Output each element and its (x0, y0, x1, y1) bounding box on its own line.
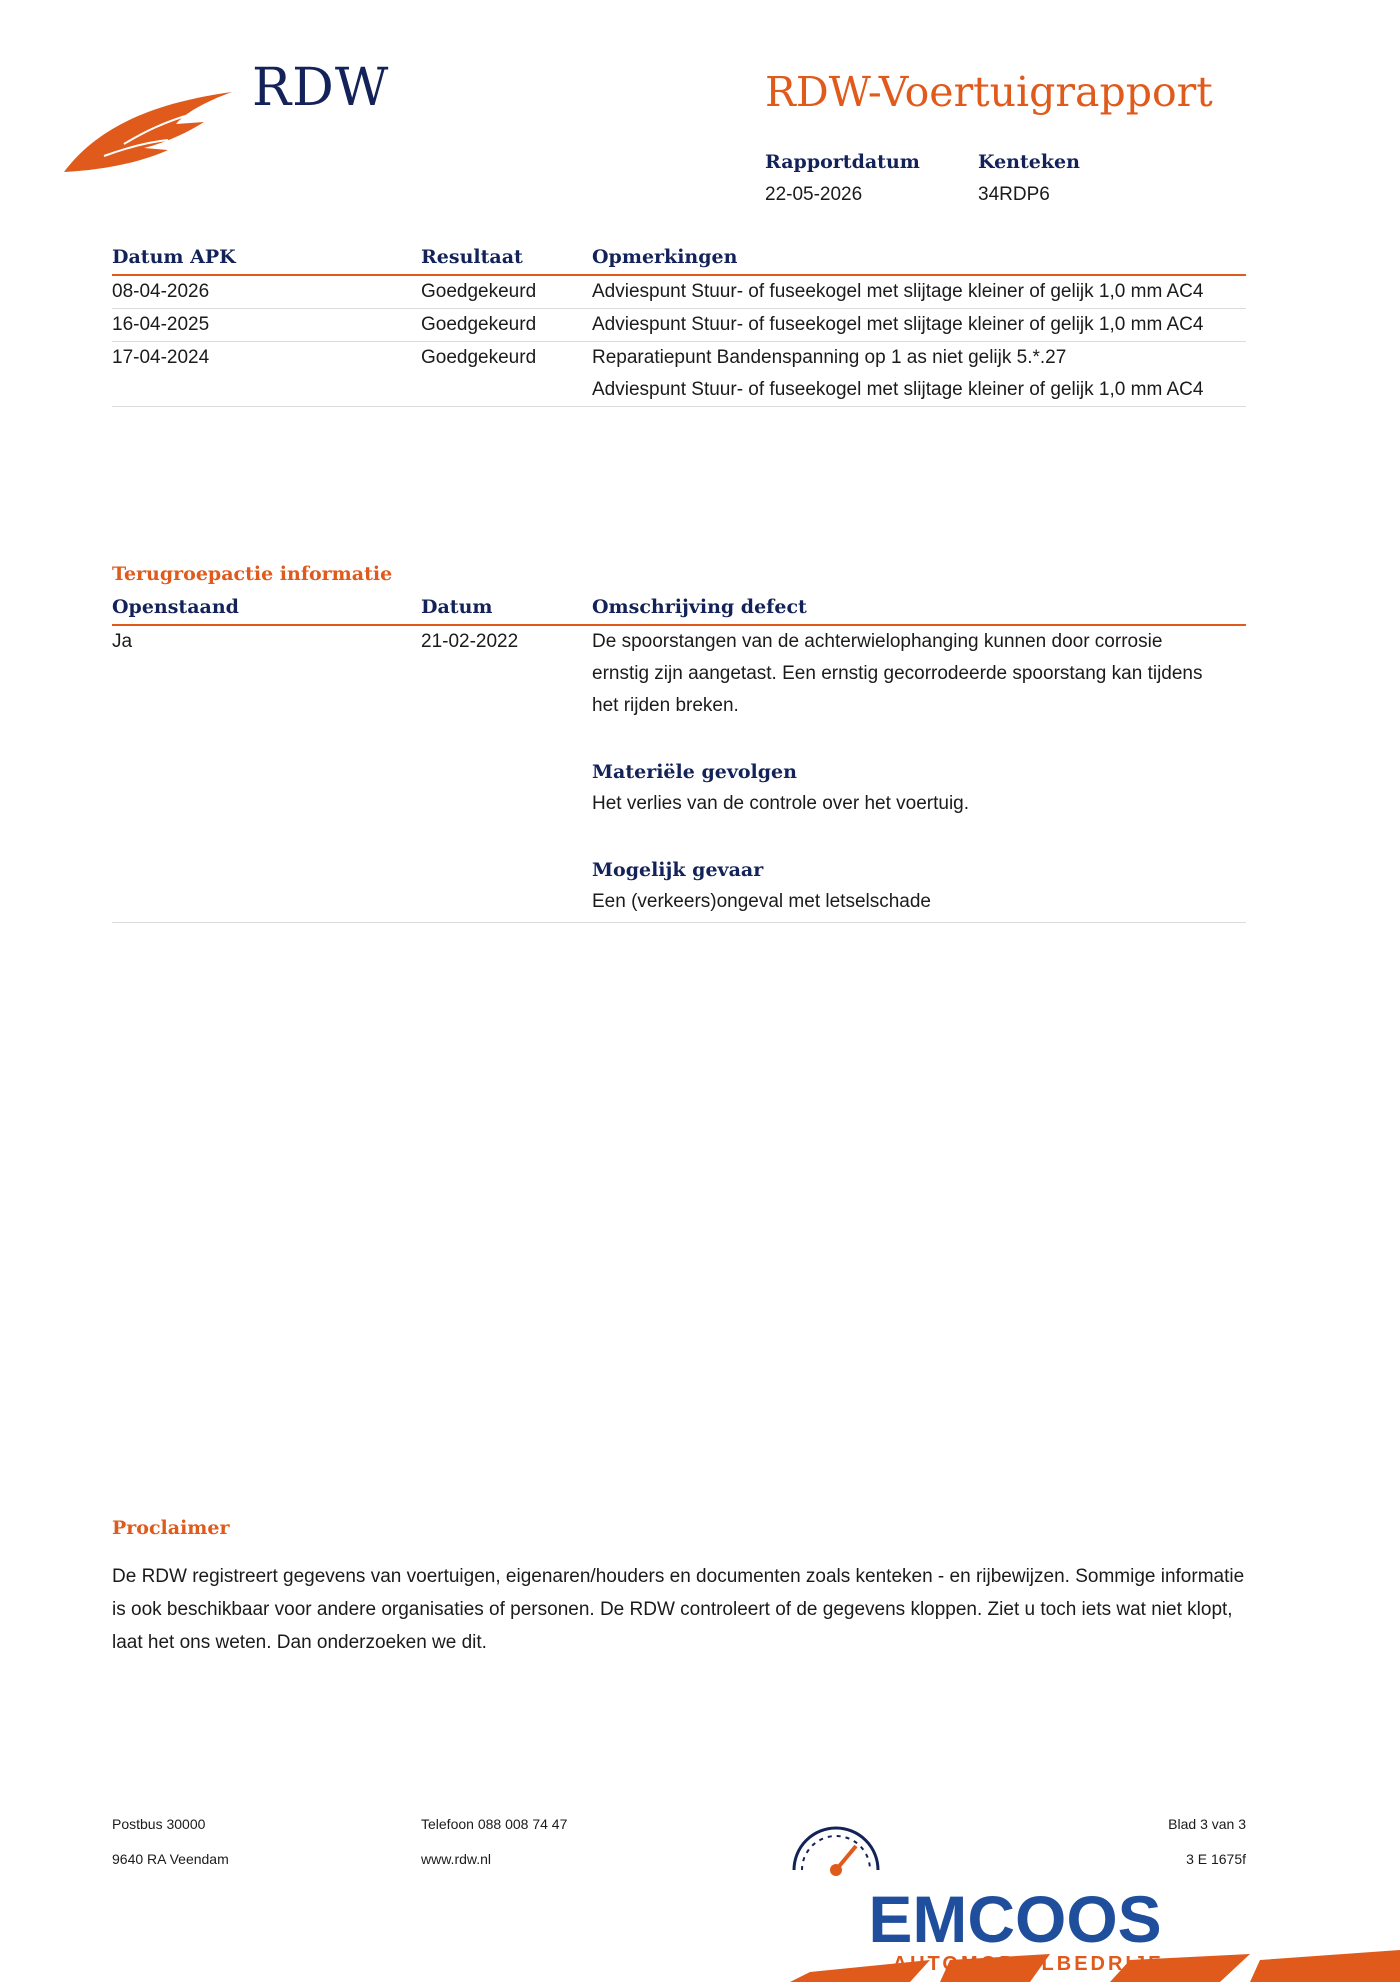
apk-date: 17-04-2024 (112, 347, 210, 368)
apk-table-header (112, 246, 1246, 276)
footer-city: 9640 RA Veendam (112, 1851, 229, 1867)
apk-header-result: Resultaat (421, 246, 523, 268)
recall-heading: Terugroepactie informatie (112, 563, 393, 585)
danger-label: Mogelijk gevaar (592, 859, 764, 881)
recall-table-header (112, 596, 1246, 626)
apk-table (112, 246, 1246, 407)
recall-table (112, 596, 1246, 923)
consequences-text: Het verlies van de controle over het voertuig. (592, 793, 970, 814)
rdw-logo-text: RDW (252, 58, 390, 118)
speedometer-icon (794, 1828, 878, 1876)
footer-page: Blad 3 van 3 (1168, 1816, 1246, 1832)
proclaimer-heading: Proclaimer (112, 1517, 230, 1539)
recall-header-open: Openstaand (112, 596, 239, 618)
plate-label: Kenteken (978, 151, 1080, 173)
apk-remarks: Adviespunt Stuur- of fuseekogel met slijtage kleiner of gelijk 1,0 mm AC4 (592, 379, 1204, 400)
apk-result: Goedgekeurd (421, 347, 537, 368)
apk-date: 08-04-2026 (112, 281, 210, 302)
apk-header-remarks: Opmerkingen (592, 246, 738, 268)
footer-postbus: Postbus 30000 (112, 1816, 206, 1832)
plate-number: 34RDP6 (978, 184, 1050, 205)
rdw-logo-mark (64, 92, 232, 176)
apk-remarks: Adviespunt Stuur- of fuseekogel met slijtage kleiner of gelijk 1,0 mm AC4 (592, 314, 1204, 335)
table-row (112, 276, 1246, 309)
recall-header-date: Datum (421, 596, 493, 618)
proclaimer-text: De RDW registreert gegevens van voertuigen, eigenaren/houders en documenten zoals kenteken - en rijbewijzen. Sommige informatie is ook beschikbaar voor andere organisaties of personen. De RDW controleert of de gegevens kloppen. Ziet u toch iets wat niet klopt, laat het ons weten. Dan onderzoeken we dit. (112, 1566, 1245, 1653)
emcoos-watermark-logo (790, 1810, 1400, 1982)
recall-open: Ja (112, 631, 133, 652)
danger-text: Een (verkeers)ongeval met letselschade (592, 891, 932, 912)
apk-date: 16-04-2025 (112, 314, 210, 335)
emcoos-name: EMCOOS (868, 1882, 1162, 1956)
consequences-label: Materiële gevolgen (592, 761, 797, 783)
recall-description: De spoorstangen van de achterwielophanging kunnen door corrosie ernstig zijn aangetast. Een ernstig gecorrodeerde spoorstang kan tijdens het rijden breken. (592, 631, 1203, 716)
apk-remarks: Adviespunt Stuur- of fuseekogel met slijtage kleiner of gelijk 1,0 mm AC4 (592, 281, 1204, 302)
footer-code: 3 E 1675f (1186, 1851, 1246, 1867)
recall-date: 21-02-2022 (421, 631, 519, 652)
footer-phone: Telefoon 088 008 74 47 (421, 1816, 568, 1832)
apk-result: Goedgekeurd (421, 281, 537, 302)
report-date-label: Rapportdatum (765, 151, 920, 173)
apk-header-date: Datum APK (112, 246, 236, 268)
report-title: RDW-Voertuigrapport (765, 68, 1213, 116)
recall-header-description: Omschrijving defect (592, 596, 807, 618)
apk-result: Goedgekeurd (421, 314, 537, 335)
table-row (112, 626, 1246, 923)
report-date: 22-05-2026 (765, 184, 863, 205)
table-row (112, 342, 1246, 407)
apk-remarks: Reparatiepunt Bandenspanning op 1 as niet gelijk 5.*.27 (592, 347, 1067, 368)
table-row (112, 309, 1246, 342)
footer-website[interactable]: www.rdw.nl (421, 1851, 492, 1867)
